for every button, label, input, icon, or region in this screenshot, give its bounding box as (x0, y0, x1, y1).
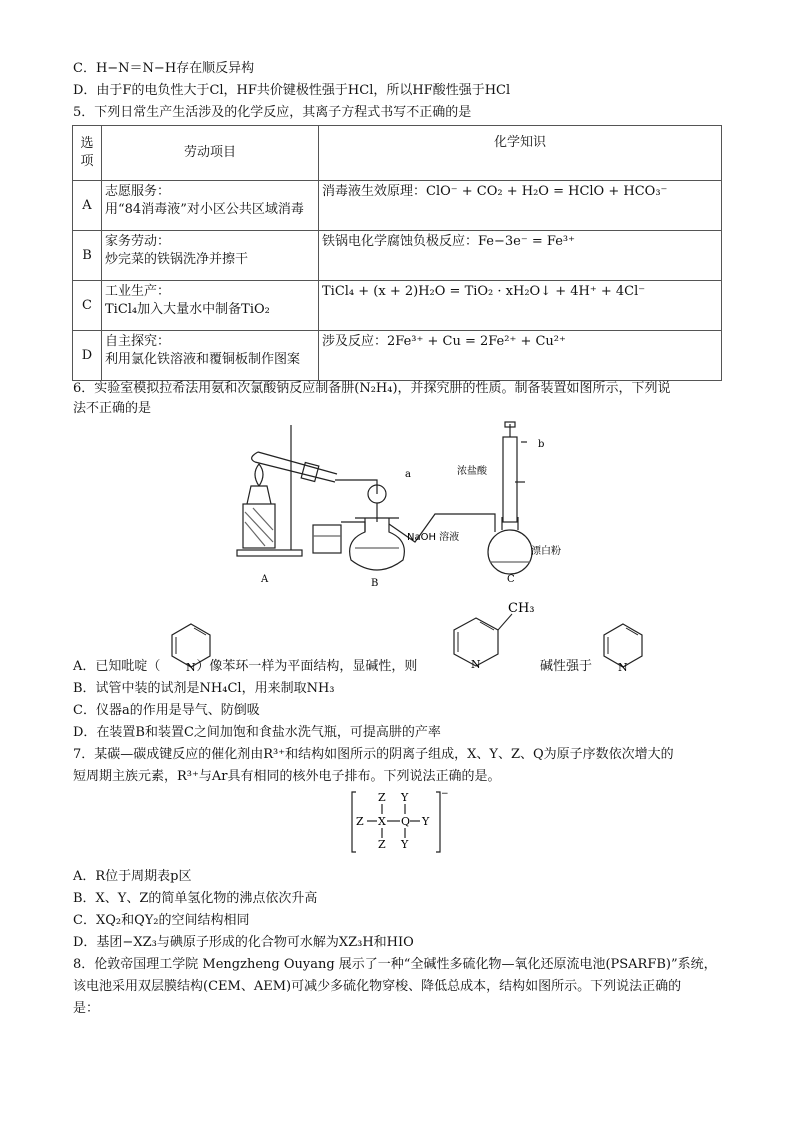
methylpyridine-n: N (471, 658, 481, 671)
labor-title: 志愿服务： (105, 184, 171, 199)
row-chem: 消毒液生效原理：ClO⁻ + CO₂ + H₂O = HClO + HCO₃⁻ (319, 181, 722, 231)
q6-option-c: C．仪器a的作用是导气、防倒吸 (73, 703, 260, 718)
label-apparatus-a: A (261, 574, 269, 585)
q7-option-c: C．XQ₂和QY₂的空间结构相同 (73, 913, 250, 928)
anion-x: X (378, 815, 386, 828)
table-header-row (73, 126, 722, 181)
question-8-line1: 8．伦敦帝国理工学院 Mengzheng Ouyang 展示了一种“全碱性多硫化物—氧化还原流电池(PSARFB)”系统， (73, 957, 717, 972)
anion-q: Q (401, 815, 411, 828)
pyridine-n: N (186, 661, 196, 674)
anion-structure (350, 788, 450, 858)
labor-desc: 利用氯化铁溶液和覆铜板制作图案 (105, 352, 301, 367)
q4-option-c: C．H−N＝N−H存在顺反异构 (73, 61, 255, 76)
anion-z-left: Z (356, 815, 364, 828)
a6-mid: ）像苯环一样为平面结构，显碱性，则 (196, 659, 418, 674)
row-option: D (73, 331, 102, 381)
methyl-label: CH₃ (508, 601, 535, 616)
anion-y-right: Y (422, 815, 430, 828)
row-labor (102, 231, 319, 281)
labor-title: 家务劳动： (105, 234, 171, 249)
q7-option-b: B．X、Y、Z的简单氢化物的沸点依次升高 (73, 891, 318, 906)
q6-option-d: D．在装置B和装置C之间加饱和食盐水洗气瓶，可提高肼的产率 (73, 725, 441, 740)
header-labor: 劳动项目 (102, 126, 319, 181)
label-bleach: 漂白粉 (531, 546, 561, 557)
q6-option-a (73, 658, 593, 676)
apparatus-diagram (225, 422, 561, 592)
row-labor (102, 281, 319, 331)
anion-z-bottom: Z (378, 838, 386, 851)
row-option: B (73, 231, 102, 281)
row-chem: 涉及反应：2Fe³⁺ + Cu = 2Fe²⁺ + Cu²⁺ (319, 331, 722, 381)
anion-y-top: Y (401, 791, 409, 804)
row-labor (102, 181, 319, 231)
anion-z-top: Z (378, 791, 386, 804)
table-row (73, 231, 722, 281)
table-row (73, 331, 722, 381)
stand-base (237, 550, 302, 556)
question-8-line2: 该电池采用双层膜结构(CEM、AEM)可减少多硫化物穿梭、降低总成本，结构如图所示。下列说法正确的 (73, 979, 682, 994)
methylpyridine-structure (452, 596, 552, 670)
q4-option-d: D．由于F的电负性大于Cl，HF共价键极性强于HCl，所以HF酸性强于HCl (73, 83, 511, 98)
q5-table (72, 125, 722, 381)
question-5: 5．下列日常生产生活涉及的化学反应，其离子方程式书写不正确的是 (73, 105, 472, 120)
row-option: C (73, 281, 102, 331)
a6-post: 碱性强于 (540, 659, 593, 674)
table-row (73, 281, 722, 331)
header-chem: 化学知识 (319, 126, 722, 181)
q7-option-d: D．基团−XZ₃与碘原子形成的化合物可水解为XZ₃H和HIO (73, 935, 414, 950)
labor-title: 自主探究： (105, 334, 171, 349)
row-chem: TiCl₄ + (x + 2)H₂O = TiO₂ · xH₂O↓ + 4H⁺ + 4Cl⁻ (319, 281, 722, 331)
row-option: A (73, 181, 102, 231)
label-apparatus-c: C (507, 574, 515, 585)
pyridine-structure-2 (600, 620, 646, 674)
label-b: b (538, 439, 545, 450)
anion-charge: − (441, 789, 449, 799)
question-7-line1: 7．某碳—碳成键反应的催化剂由R³⁺和结构如图所示的阴离子组成，X、Y、Z、Q为原子序数依次增大的 (73, 747, 674, 762)
question-7-line2: 短周期主族元素，R³⁺与Ar具有相同的核外电子排布。下列说法正确的是。 (73, 769, 501, 784)
header-option: 选项 (73, 126, 102, 181)
label-naoh: NaOH 溶液 (407, 532, 460, 543)
q7-option-a: A．R位于周期表p区 (73, 869, 192, 884)
row-chem: 铁锅电化学腐蚀负极反应：Fe−3e⁻ = Fe³⁺ (319, 231, 722, 281)
table-row (73, 181, 722, 231)
labor-title: 工业生产： (105, 284, 171, 299)
labor-desc: 用“84消毒液”对小区公共区域消毒 (105, 202, 304, 217)
row-labor (102, 331, 319, 381)
a6-pre: A．已知吡啶（ (73, 659, 161, 674)
labor-desc: TiCl₄加入大量水中制备TiO₂ (105, 302, 270, 317)
q6-option-b: B．试管中装的试剂是NH₄Cl，用来制取NH₃ (73, 681, 335, 696)
pyridine-n-2: N (618, 661, 628, 674)
anion-y-bottom: Y (401, 838, 409, 851)
label-a: a (405, 469, 411, 480)
label-apparatus-b: B (371, 578, 379, 589)
question-6-line2: 法不正确的是 (73, 401, 152, 416)
question-8-line3: 是： (73, 1001, 100, 1016)
labor-desc: 炒完菜的铁锅洗净并擦干 (105, 252, 249, 267)
question-6-line1: 6．实验室模拟拉希法用氨和次氯酸钠反应制备肼(N₂H₄)，并探究肼的性质。制备装置如图所示，下列说 (73, 381, 671, 396)
label-conc-hcl: 浓盐酸 (457, 466, 487, 477)
